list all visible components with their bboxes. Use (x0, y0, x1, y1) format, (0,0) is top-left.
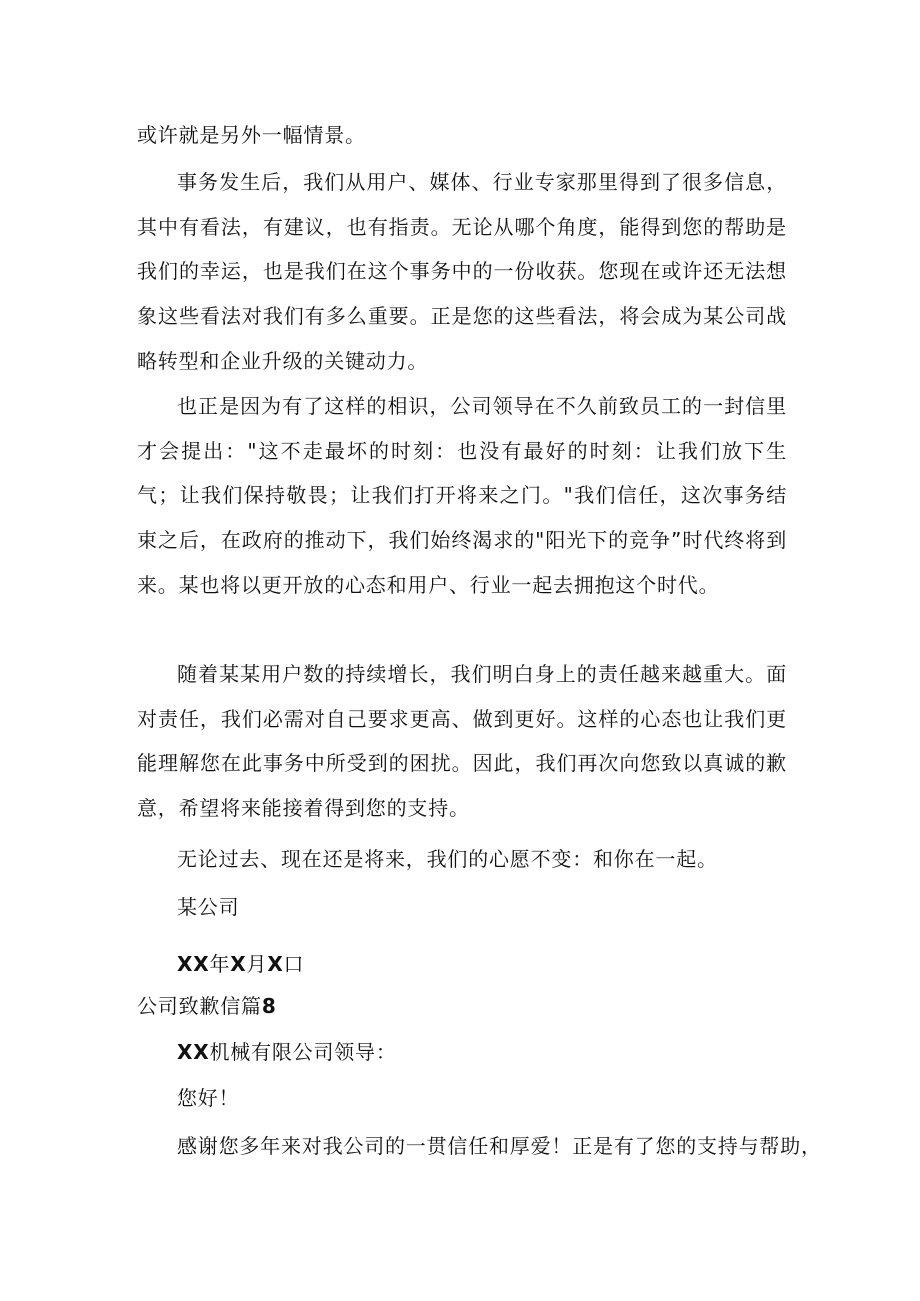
date-x1: X (230, 952, 247, 976)
signature-company: 某公司 (177, 895, 240, 919)
date-tail: 口 (283, 952, 305, 976)
date-x2: X (267, 952, 284, 976)
recipient-xx: XX (177, 1040, 210, 1064)
section-title (137, 992, 277, 1020)
date-month: 月 (246, 952, 268, 976)
paragraph-responsibility: 随着某某用户数的持续增长，我们明白身上的责任越来越重大。面对责任，我们必需对自己要求更高、做到更好。这样的心态也让我们更能理解您在此事务中所受到的困扰。因此，我们再次向您致以真诚的歉意，希望将来能接着得到您的支持。 (137, 662, 787, 821)
recipient-text: 机械有限公司领导： (209, 1040, 397, 1064)
date-year: 年 (209, 952, 231, 976)
paragraph-continuation: 或许就是另外一幅情景。 (137, 123, 366, 147)
paragraph-feedback: 事务发生后，我们从用户、媒体、行业专家那里得到了很多信息，其中有看法，有建议，也有指责。无论从哪个角度，能得到您的帮助是我们的幸运，也是我们在这个事务中的一份收获。您现在或许还无法想象这些看法对我们有多么重要。正是您的这些看法，将会成为某公司战略转型和企业升级的关键动力。 (137, 170, 787, 373)
section-title-number: 8 (261, 994, 277, 1018)
greeting: 您好！ (177, 1086, 240, 1110)
date-xx: XX (177, 952, 210, 976)
paragraph-commitment: 无论过去、现在还是将来，我们的心愿不变：和你在一起。 (177, 847, 718, 871)
paragraph-leadership-letter: 也正是因为有了这样的相识，公司领导在不久前致员工的一封信里才会提出："这不走最坏的时刻：也没有最好的时刻：让我们放下生气；让我们保持敬畏；让我们打开将来之门。"我们信任，这次事务结束之后，在政府的推动下，我们始终渴求的"阳光下的竞争”时代终将到来。某也将以更开放的心态和用户、行业一起去拥抱这个时代。 (137, 394, 787, 597)
signature-date (177, 950, 304, 978)
recipient-line (177, 1038, 397, 1066)
closing-paragraph: 感谢您多年来对我公司的一贯信任和厚爱！正是有了您的支持与帮助， (177, 1134, 822, 1158)
section-title-text: 公司致歉信篇 (137, 994, 262, 1018)
